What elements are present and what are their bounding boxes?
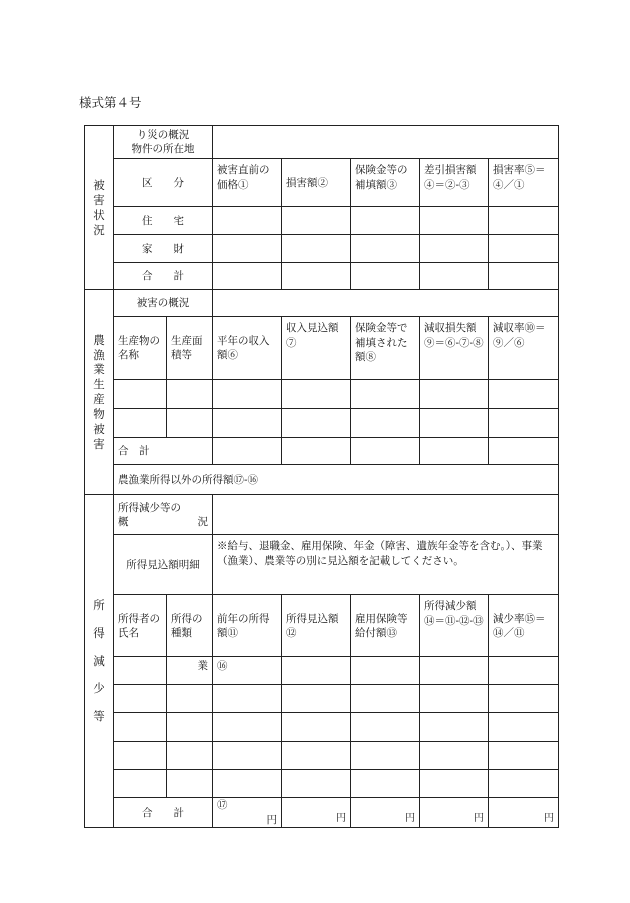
earner-name-header: 所得者の氏名 xyxy=(114,595,167,657)
input-cell[interactable] xyxy=(351,742,420,770)
input-cell[interactable] xyxy=(351,263,420,290)
yen-unit[interactable]: 円 xyxy=(489,798,559,828)
input-cell[interactable] xyxy=(167,742,213,770)
input-cell[interactable] xyxy=(282,235,351,263)
input-cell[interactable] xyxy=(489,263,559,290)
input-cell[interactable] xyxy=(213,380,282,409)
input-cell[interactable] xyxy=(420,657,489,685)
input-cell[interactable] xyxy=(282,657,351,685)
business-income-cell: ⑯ xyxy=(213,657,282,685)
property-location-field[interactable] xyxy=(213,126,559,159)
input-cell[interactable] xyxy=(351,713,420,742)
row-label-total: 合 計 xyxy=(114,263,213,290)
income-side-label: 所得減少等 xyxy=(85,495,114,828)
input-cell[interactable] xyxy=(351,770,420,798)
damage-rate-header: 損害率⑤＝④／① xyxy=(489,159,559,207)
agri-insurance-header: 保険金等で補填された額⑧ xyxy=(351,317,420,380)
damage-overview-header: り災の概況 物件の所在地 xyxy=(114,126,213,159)
input-cell[interactable] xyxy=(420,713,489,742)
income-total-label: 合 計 xyxy=(114,798,213,828)
unemployment-benefit-header: 雇用保険等給付額⑬ xyxy=(351,595,420,657)
input-cell[interactable] xyxy=(114,742,167,770)
average-income-header: 平年の収入額⑥ xyxy=(213,317,282,380)
input-cell[interactable] xyxy=(282,742,351,770)
row-label-house: 住 宅 xyxy=(114,207,213,235)
input-cell[interactable] xyxy=(282,207,351,235)
input-cell[interactable] xyxy=(489,207,559,235)
input-cell[interactable] xyxy=(114,409,167,438)
input-cell[interactable] xyxy=(213,409,282,438)
income-detail-label: 所得見込額明細 xyxy=(114,535,213,595)
yen-unit: 円 xyxy=(266,813,277,826)
row-label-household: 家 財 xyxy=(114,235,213,263)
input-cell[interactable] xyxy=(351,438,420,465)
input-cell[interactable] xyxy=(213,207,282,235)
net-damage-header: 差引損害額④＝②-③ xyxy=(420,159,489,207)
input-cell[interactable] xyxy=(114,657,167,685)
input-cell[interactable] xyxy=(351,207,420,235)
input-cell[interactable] xyxy=(489,235,559,263)
input-cell[interactable] xyxy=(167,380,213,409)
input-cell[interactable] xyxy=(351,409,420,438)
input-cell[interactable] xyxy=(282,380,351,409)
input-cell[interactable] xyxy=(420,380,489,409)
total-income-marker: ⑰ xyxy=(217,799,228,812)
input-cell[interactable] xyxy=(213,685,282,713)
input-cell[interactable] xyxy=(213,742,282,770)
input-cell[interactable] xyxy=(420,438,489,465)
form-title: 様式第４号 xyxy=(79,95,142,110)
input-cell[interactable] xyxy=(420,742,489,770)
input-cell[interactable] xyxy=(167,685,213,713)
yen-unit[interactable]: 円 xyxy=(282,798,351,828)
input-cell[interactable] xyxy=(420,235,489,263)
total-income-cell[interactable] xyxy=(213,798,282,828)
previous-year-income-header: 前年の所得額⑪ xyxy=(213,595,282,657)
input-cell[interactable] xyxy=(167,713,213,742)
input-cell[interactable] xyxy=(213,235,282,263)
input-cell[interactable] xyxy=(114,380,167,409)
expected-income-header: 所得見込額⑫ xyxy=(282,595,351,657)
input-cell[interactable] xyxy=(114,713,167,742)
input-cell[interactable] xyxy=(282,263,351,290)
input-cell[interactable] xyxy=(489,657,559,685)
agri-overview-header: 被害の概況 xyxy=(114,290,213,317)
expected-income-header: 収入見込額⑦ xyxy=(282,317,351,380)
input-cell[interactable] xyxy=(114,770,167,798)
input-cell[interactable] xyxy=(489,409,559,438)
input-cell[interactable] xyxy=(282,713,351,742)
input-cell[interactable] xyxy=(282,409,351,438)
input-cell[interactable] xyxy=(213,770,282,798)
input-cell[interactable] xyxy=(114,685,167,713)
input-cell[interactable] xyxy=(167,770,213,798)
input-cell[interactable] xyxy=(213,438,282,465)
income-overview-header: 所得減少等の 概 況 xyxy=(114,495,213,535)
decrease-rate-header: 減少率⑮＝⑭／⑪ xyxy=(489,595,559,657)
income-loss-header: 減収損失額⑨＝⑥-⑦-⑧ xyxy=(420,317,489,380)
damage-report-form xyxy=(84,125,559,828)
damage-side-label: 被害状況 xyxy=(85,126,114,290)
income-detail-note: ※給与、退職金、雇用保険、年金（障害、遺族年金等を含む。）、事業（漁業）、農業等の別に見込額を記載してください。 xyxy=(213,535,559,595)
input-cell[interactable] xyxy=(213,713,282,742)
input-cell[interactable] xyxy=(489,380,559,409)
product-name-header: 生産物の名称 xyxy=(114,317,167,380)
agri-total-label: 合 計 xyxy=(114,438,213,465)
damage-amount-header: 損害額② xyxy=(282,159,351,207)
input-cell[interactable] xyxy=(489,713,559,742)
input-cell[interactable] xyxy=(489,770,559,798)
input-cell[interactable] xyxy=(420,770,489,798)
input-cell[interactable] xyxy=(167,409,213,438)
input-cell[interactable] xyxy=(282,685,351,713)
input-cell[interactable] xyxy=(282,770,351,798)
income-overview-field[interactable] xyxy=(213,495,559,535)
agri-side-label: 農漁業生産物被害 xyxy=(85,290,114,495)
yen-unit[interactable]: 円 xyxy=(351,798,420,828)
input-cell[interactable] xyxy=(489,742,559,770)
input-cell[interactable] xyxy=(351,685,420,713)
input-cell[interactable] xyxy=(351,235,420,263)
income-loss-rate-header: 減収率⑩＝⑨／⑥ xyxy=(489,317,559,380)
input-cell[interactable] xyxy=(489,438,559,465)
input-cell[interactable] xyxy=(420,409,489,438)
input-cell[interactable] xyxy=(351,380,420,409)
input-cell[interactable] xyxy=(213,263,282,290)
pre-value-header: 被害直前の価格① xyxy=(213,159,282,207)
input-cell[interactable] xyxy=(282,438,351,465)
production-area-header: 生産面積等 xyxy=(167,317,213,380)
input-cell[interactable] xyxy=(351,657,420,685)
income-type-header: 所得の種類 xyxy=(167,595,213,657)
other-income-row: 農漁業所得以外の所得額⑰-⑯ xyxy=(114,465,559,495)
income-decrease-header: 所得減少額⑭＝⑪-⑫-⑬ xyxy=(420,595,489,657)
business-type-cell: 業 xyxy=(167,657,213,685)
yen-unit[interactable]: 円 xyxy=(420,798,489,828)
agri-overview-field[interactable] xyxy=(213,290,559,317)
input-cell[interactable] xyxy=(420,685,489,713)
input-cell[interactable] xyxy=(489,685,559,713)
input-cell[interactable] xyxy=(420,207,489,235)
category-header: 区 分 xyxy=(114,159,213,207)
input-cell[interactable] xyxy=(420,263,489,290)
insurance-header: 保険金等の補填額③ xyxy=(351,159,420,207)
